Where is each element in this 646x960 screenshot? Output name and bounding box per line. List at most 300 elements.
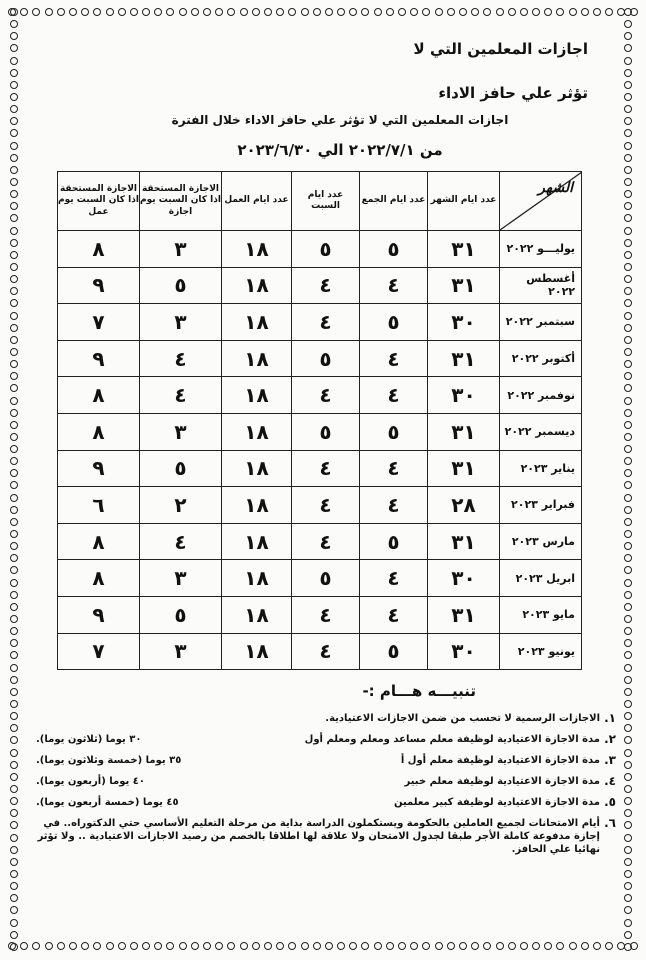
ring-ornament — [483, 8, 491, 16]
workdays-cell: ١٨ — [222, 450, 292, 487]
ring-ornament — [81, 8, 89, 16]
ring-ornament — [624, 591, 632, 599]
ring-ornament — [617, 8, 625, 16]
ring-ornament — [69, 8, 77, 16]
leave-sat-off-cell: ٤ — [140, 377, 222, 414]
fridays-cell: ٤ — [360, 340, 428, 377]
ring-ornament — [10, 348, 18, 356]
ring-ornament — [10, 919, 18, 927]
ring-ornament — [10, 190, 18, 198]
ring-ornament — [252, 8, 260, 16]
ring-ornament — [325, 8, 333, 16]
leave-sat-work-cell: ٦ — [58, 487, 140, 524]
ring-ornament — [10, 433, 18, 441]
table-subtitle: اجازات المعلمين التي لا تؤثر علي حافز الاداء خلال الفترة — [171, 113, 509, 127]
leave-sat-work-cell: ٧ — [58, 633, 140, 670]
ring-ornament — [10, 761, 18, 769]
ring-ornament — [624, 761, 632, 769]
ring-ornament — [93, 942, 101, 950]
ring-ornament — [10, 931, 18, 939]
ring-ornament — [593, 942, 601, 950]
ring-ornament — [581, 942, 589, 950]
ring-ornament — [10, 676, 18, 684]
ring-ornament — [624, 190, 632, 198]
ring-ornament — [624, 651, 632, 659]
days-cell: ٣١ — [428, 596, 500, 633]
ring-ornament — [10, 834, 18, 842]
ring-ornament — [32, 942, 40, 950]
ring-ornament — [624, 919, 632, 927]
ring-ornament — [624, 785, 632, 793]
ring-ornament — [20, 942, 28, 950]
ring-ornament — [10, 481, 18, 489]
ring-ornament — [10, 372, 18, 380]
month-cell: يوليـــو ٢٠٢٢ — [500, 231, 582, 268]
ring-ornament — [624, 518, 632, 526]
ring-ornament — [10, 336, 18, 344]
table-row — [58, 304, 582, 341]
ring-ornament — [8, 942, 16, 950]
notice-item — [36, 733, 616, 747]
ring-ornament — [374, 942, 382, 950]
ring-ornament — [10, 809, 18, 817]
ring-ornament — [624, 384, 632, 392]
ring-ornament — [386, 8, 394, 16]
ring-ornament — [471, 942, 479, 950]
ring-ornament — [624, 421, 632, 429]
ring-ornament — [410, 942, 418, 950]
ring-ornament — [10, 554, 18, 562]
ring-ornament — [45, 942, 53, 950]
month-cell: فبراير ٢٠٢٣ — [500, 487, 582, 524]
leave-sat-off-cell: ٣ — [140, 633, 222, 670]
notice-number: ٥. — [604, 795, 616, 809]
corner-header-cell — [500, 172, 582, 231]
days-cell: ٣١ — [428, 450, 500, 487]
ring-ornament — [10, 105, 18, 113]
ring-ornament — [386, 942, 394, 950]
ring-ornament — [10, 227, 18, 235]
ring-ornament — [508, 8, 516, 16]
ring-ornament — [624, 263, 632, 271]
ring-ornament — [106, 942, 114, 950]
ring-ornament — [605, 8, 613, 16]
notice-duration: ٣٠ يوما (ثلاثون يوما). — [36, 734, 142, 745]
ring-ornament — [624, 117, 632, 125]
leave-sat-work-cell: ٧ — [58, 304, 140, 341]
ring-ornament — [10, 397, 18, 405]
ring-ornament — [118, 8, 126, 16]
days-cell: ٣١ — [428, 267, 500, 304]
ring-ornament — [10, 882, 18, 890]
top-ring-border — [8, 8, 638, 20]
ring-ornament — [93, 8, 101, 16]
notice-number: ٤. — [604, 774, 616, 788]
ring-ornament — [556, 8, 564, 16]
table-row — [58, 377, 582, 414]
ring-ornament — [624, 20, 632, 28]
ring-ornament — [624, 154, 632, 162]
notice-duration: ٣٥ يوما (خمسة وثلاثون يوما). — [36, 755, 182, 766]
right-ring-border — [624, 8, 636, 952]
ring-ornament — [288, 8, 296, 16]
leave-sat-work-cell: ٨ — [58, 377, 140, 414]
ring-ornament — [337, 942, 345, 950]
ring-ornament — [605, 942, 613, 950]
ring-ornament — [624, 469, 632, 477]
ring-ornament — [118, 942, 126, 950]
days-cell: ٣٠ — [428, 304, 500, 341]
fridays-cell: ٤ — [360, 487, 428, 524]
ring-ornament — [624, 615, 632, 623]
ring-ornament — [624, 214, 632, 222]
ring-ornament — [10, 906, 18, 914]
ring-ornament — [624, 324, 632, 332]
leave-sat-work-cell: ٨ — [58, 231, 140, 268]
ring-ornament — [624, 397, 632, 405]
ring-ornament — [624, 494, 632, 502]
table-row — [58, 523, 582, 560]
ring-ornament — [624, 894, 632, 902]
bottom-ring-border — [8, 942, 638, 954]
table-row — [58, 267, 582, 304]
ring-ornament — [10, 664, 18, 672]
ring-ornament — [624, 749, 632, 757]
fridays-cell: ٤ — [360, 377, 428, 414]
ring-ornament — [10, 263, 18, 271]
ring-ornament — [447, 942, 455, 950]
days-cell: ٣١ — [428, 231, 500, 268]
ring-ornament — [166, 942, 174, 950]
month-column-label: الشهر — [538, 180, 573, 196]
notice-number: ٣. — [604, 753, 616, 767]
ring-ornament — [179, 942, 187, 950]
ring-ornament — [10, 69, 18, 77]
fridays-cell: ٤ — [360, 560, 428, 597]
ring-ornament — [624, 676, 632, 684]
ring-ornament — [10, 506, 18, 514]
days-cell: ٣١ — [428, 413, 500, 450]
month-cell: يونيو ٢٠٢٣ — [500, 633, 582, 670]
ring-ornament — [10, 603, 18, 611]
saturdays-cell: ٥ — [292, 340, 360, 377]
leave-table — [57, 171, 582, 670]
ring-ornament — [624, 299, 632, 307]
ring-ornament — [624, 57, 632, 65]
ring-ornament — [624, 506, 632, 514]
ring-ornament — [57, 8, 65, 16]
ring-ornament — [10, 712, 18, 720]
table-header-row — [58, 172, 582, 231]
ring-ornament — [624, 457, 632, 465]
ring-ornament — [398, 8, 406, 16]
ring-ornament — [624, 239, 632, 247]
ring-ornament — [520, 8, 528, 16]
month-cell: ابريل ٢٠٢٣ — [500, 560, 582, 597]
header-workdays: عدد ايام العمل — [222, 172, 292, 231]
ring-ornament — [624, 530, 632, 538]
ring-ornament — [624, 664, 632, 672]
ring-ornament — [624, 336, 632, 344]
ring-ornament — [227, 8, 235, 16]
ring-ornament — [624, 579, 632, 587]
ring-ornament — [57, 942, 65, 950]
ring-ornament — [10, 700, 18, 708]
ring-ornament — [20, 8, 28, 16]
notice-item — [36, 754, 616, 768]
notice-title: تنبيـــه هـــام :- — [362, 682, 476, 700]
ring-ornament — [240, 942, 248, 950]
leave-sat-off-cell: ٥ — [140, 596, 222, 633]
leave-sat-off-cell: ٣ — [140, 560, 222, 597]
days-cell: ٣٠ — [428, 560, 500, 597]
ring-ornament — [349, 8, 357, 16]
ring-ornament — [624, 542, 632, 550]
ring-ornament — [624, 712, 632, 720]
ring-ornament — [624, 312, 632, 320]
ring-ornament — [496, 8, 504, 16]
left-ring-border — [10, 8, 22, 952]
ring-ornament — [276, 942, 284, 950]
ring-ornament — [10, 469, 18, 477]
ring-ornament — [10, 736, 18, 744]
month-cell: سبتمبر ٢٠٢٢ — [500, 304, 582, 341]
ring-ornament — [624, 44, 632, 52]
ring-ornament — [10, 93, 18, 101]
ring-ornament — [624, 700, 632, 708]
workdays-cell: ١٨ — [222, 596, 292, 633]
ring-ornament — [10, 542, 18, 550]
ring-ornament — [10, 894, 18, 902]
ring-ornament — [624, 251, 632, 259]
table-row — [58, 340, 582, 377]
ring-ornament — [313, 8, 321, 16]
ring-ornament — [10, 142, 18, 150]
ring-ornament — [624, 846, 632, 854]
ring-ornament — [624, 129, 632, 137]
ring-ornament — [581, 8, 589, 16]
notice-number: ١. — [604, 711, 616, 725]
ring-ornament — [556, 942, 564, 950]
ring-ornament — [10, 494, 18, 502]
ring-ornament — [624, 882, 632, 890]
ring-ornament — [10, 81, 18, 89]
ring-ornament — [10, 409, 18, 417]
ring-ornament — [10, 615, 18, 623]
notice-text: مدة الاجازة الاعتيادية لوظيفة كبير معلمين — [393, 797, 600, 808]
ring-ornament — [10, 688, 18, 696]
leave-sat-work-cell: ٩ — [58, 267, 140, 304]
ring-ornament — [276, 8, 284, 16]
ring-ornament — [624, 821, 632, 829]
days-cell: ٣١ — [428, 523, 500, 560]
saturdays-cell: ٤ — [292, 523, 360, 560]
ring-ornament — [10, 651, 18, 659]
ring-ornament — [69, 942, 77, 950]
notice-duration: ٤٠ يوما (أربعون يوما). — [36, 776, 145, 787]
ring-ornament — [624, 736, 632, 744]
leave-sat-work-cell: ٨ — [58, 560, 140, 597]
ring-ornament — [624, 870, 632, 878]
ring-ornament — [624, 360, 632, 368]
ring-ornament — [10, 639, 18, 647]
ring-ornament — [10, 566, 18, 574]
workdays-cell: ١٨ — [222, 560, 292, 597]
ring-ornament — [203, 942, 211, 950]
ring-ornament — [624, 227, 632, 235]
ring-ornament — [10, 44, 18, 52]
leave-sat-off-cell: ٥ — [140, 450, 222, 487]
header-days: عدد ايام الشهر — [428, 172, 500, 231]
ring-ornament — [624, 797, 632, 805]
ring-ornament — [349, 942, 357, 950]
ring-ornament — [10, 32, 18, 40]
ring-ornament — [10, 214, 18, 222]
ring-ornament — [398, 942, 406, 950]
ring-ornament — [106, 8, 114, 16]
ring-ornament — [10, 360, 18, 368]
days-cell: ٣٠ — [428, 377, 500, 414]
ring-ornament — [10, 749, 18, 757]
ring-ornament — [10, 858, 18, 866]
ring-ornament — [10, 275, 18, 283]
notice-text: مدة الاجازة الاعتيادية لوظيفة معلم أول أ — [400, 755, 600, 766]
ring-ornament — [10, 166, 18, 174]
leave-sat-work-cell: ٨ — [58, 523, 140, 560]
ring-ornament — [10, 324, 18, 332]
ring-ornament — [154, 8, 162, 16]
ring-ornament — [624, 603, 632, 611]
ring-ornament — [624, 433, 632, 441]
ring-ornament — [10, 251, 18, 259]
ring-ornament — [10, 384, 18, 392]
leave-sat-work-cell: ٩ — [58, 340, 140, 377]
ring-ornament — [8, 8, 16, 16]
notice-list — [36, 712, 616, 863]
workdays-cell: ١٨ — [222, 304, 292, 341]
ring-ornament — [483, 942, 491, 950]
ring-ornament — [624, 142, 632, 150]
fridays-cell: ٤ — [360, 267, 428, 304]
ring-ornament — [630, 942, 638, 950]
saturdays-cell: ٤ — [292, 377, 360, 414]
ring-ornament — [10, 421, 18, 429]
ring-ornament — [624, 688, 632, 696]
workdays-cell: ١٨ — [222, 267, 292, 304]
days-cell: ٢٨ — [428, 487, 500, 524]
ring-ornament — [624, 409, 632, 417]
ring-ornament — [624, 481, 632, 489]
saturdays-cell: ٤ — [292, 633, 360, 670]
notice-text: الاجازات الرسمية لا تحسب من ضمن الاجازات الاعتيادية. — [325, 713, 600, 724]
ring-ornament — [337, 8, 345, 16]
table-row — [58, 487, 582, 524]
heading-line2: تؤثر علي حافز الاداء — [438, 84, 588, 102]
month-cell: مايو ٢٠٢٣ — [500, 596, 582, 633]
days-cell: ٣٠ — [428, 633, 500, 670]
ring-ornament — [459, 8, 467, 16]
notice-number: ٦. — [604, 816, 616, 830]
table-row — [58, 633, 582, 670]
ring-ornament — [203, 8, 211, 16]
ring-ornament — [130, 8, 138, 16]
ring-ornament — [624, 93, 632, 101]
ring-ornament — [325, 942, 333, 950]
fridays-cell: ٥ — [360, 231, 428, 268]
ring-ornament — [191, 8, 199, 16]
leave-sat-off-cell: ٣ — [140, 231, 222, 268]
ring-ornament — [10, 202, 18, 210]
ring-ornament — [624, 906, 632, 914]
ring-ornament — [10, 129, 18, 137]
ring-ornament — [215, 942, 223, 950]
saturdays-cell: ٤ — [292, 596, 360, 633]
ring-ornament — [532, 8, 540, 16]
ring-ornament — [10, 312, 18, 320]
ring-ornament — [10, 821, 18, 829]
month-cell: يناير ٢٠٢٣ — [500, 450, 582, 487]
ring-ornament — [45, 8, 53, 16]
ring-ornament — [10, 773, 18, 781]
ring-ornament — [154, 942, 162, 950]
saturdays-cell: ٤ — [292, 450, 360, 487]
ring-ornament — [10, 287, 18, 295]
table-row — [58, 231, 582, 268]
ring-ornament — [624, 858, 632, 866]
notice-number: ٢. — [604, 732, 616, 746]
days-cell: ٣١ — [428, 340, 500, 377]
ring-ornament — [166, 8, 174, 16]
ring-ornament — [422, 8, 430, 16]
header-fridays: عدد ايام الجمع — [360, 172, 428, 231]
ring-ornament — [624, 809, 632, 817]
month-cell: مارس ٢٠٢٣ — [500, 523, 582, 560]
ring-ornament — [10, 57, 18, 65]
ring-ornament — [520, 942, 528, 950]
ring-ornament — [215, 8, 223, 16]
ring-ornament — [496, 942, 504, 950]
ring-ornament — [624, 348, 632, 356]
ring-ornament — [10, 530, 18, 538]
ring-ornament — [624, 639, 632, 647]
workdays-cell: ١٨ — [222, 340, 292, 377]
leave-sat-work-cell: ٨ — [58, 413, 140, 450]
fridays-cell: ٤ — [360, 450, 428, 487]
ring-ornament — [10, 154, 18, 162]
saturdays-cell: ٤ — [292, 267, 360, 304]
ring-ornament — [240, 8, 248, 16]
ring-ornament — [227, 942, 235, 950]
ring-ornament — [10, 627, 18, 635]
leave-sat-off-cell: ٣ — [140, 413, 222, 450]
ring-ornament — [361, 942, 369, 950]
ring-ornament — [374, 8, 382, 16]
ring-ornament — [10, 724, 18, 732]
ring-ornament — [435, 942, 443, 950]
ring-ornament — [624, 105, 632, 113]
ring-ornament — [301, 942, 309, 950]
ring-ornament — [422, 942, 430, 950]
ring-ornament — [532, 942, 540, 950]
ring-ornament — [624, 554, 632, 562]
ring-ornament — [313, 942, 321, 950]
ring-ornament — [142, 8, 150, 16]
fridays-cell: ٥ — [360, 304, 428, 341]
ring-ornament — [624, 724, 632, 732]
notice-item — [36, 775, 616, 789]
workdays-cell: ١٨ — [222, 487, 292, 524]
saturdays-cell: ٤ — [292, 304, 360, 341]
